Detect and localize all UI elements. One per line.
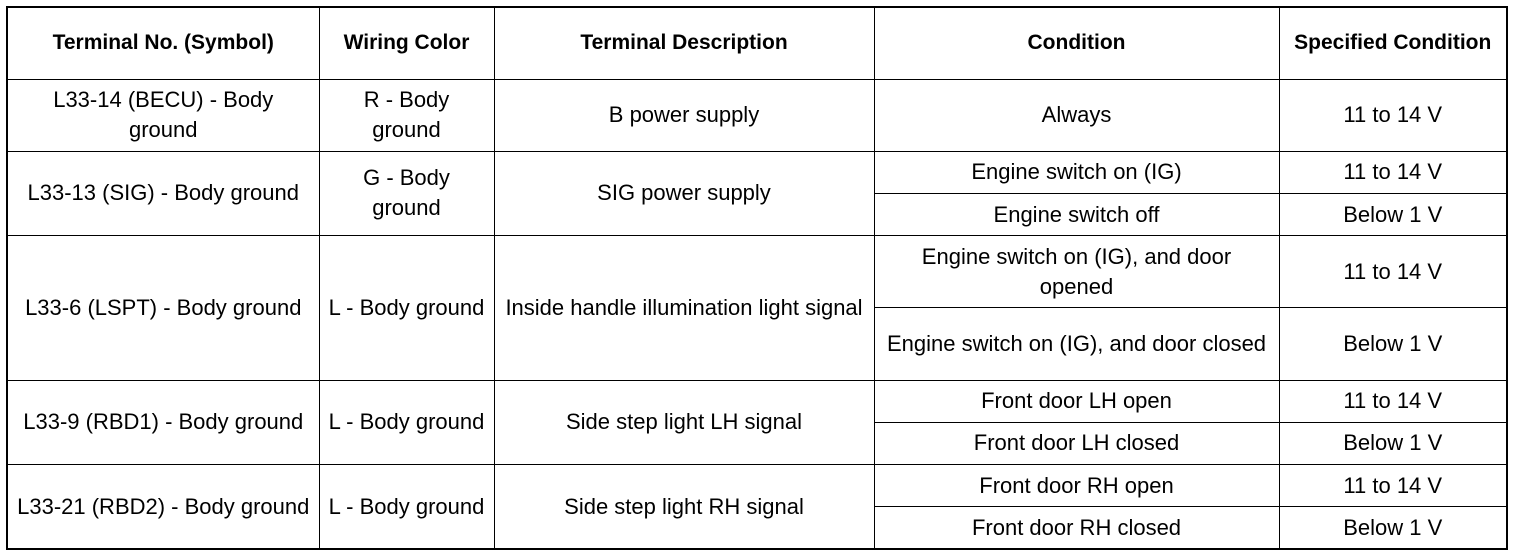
condition-cell: Front door RH closed (874, 507, 1279, 549)
wiring-color-cell: L - Body ground (319, 380, 494, 464)
condition-cell: Engine switch off (874, 193, 1279, 235)
table-row (7, 380, 1507, 422)
specified-condition-cell: 11 to 14 V (1279, 151, 1507, 193)
condition-cell: Engine switch on (IG) (874, 151, 1279, 193)
terminal-cell: L33-14 (BECU) - Body ground (7, 79, 319, 151)
header-terminal: Terminal No. (Symbol) (7, 7, 319, 79)
wiring-color-cell: R - Body ground (319, 79, 494, 151)
specified-condition-cell: 11 to 14 V (1279, 380, 1507, 422)
table-header-row (7, 7, 1507, 79)
specified-condition-cell: Below 1 V (1279, 308, 1507, 380)
table-row (7, 79, 1507, 151)
condition-cell: Front door RH open (874, 465, 1279, 507)
description-cell: B power supply (494, 79, 874, 151)
header-specified-condition: Specified Condition (1279, 7, 1507, 79)
specified-condition-cell: Below 1 V (1279, 422, 1507, 464)
specified-condition-cell: 11 to 14 V (1279, 465, 1507, 507)
wiring-color-cell: L - Body ground (319, 465, 494, 549)
specified-condition-cell: Below 1 V (1279, 193, 1507, 235)
description-cell: Side step light RH signal (494, 465, 874, 549)
description-cell: Inside handle illumination light signal (494, 236, 874, 381)
condition-cell: Front door LH closed (874, 422, 1279, 464)
description-cell: Side step light LH signal (494, 380, 874, 464)
specified-condition-cell: 11 to 14 V (1279, 236, 1507, 308)
header-terminal-description: Terminal Description (494, 7, 874, 79)
wiring-color-cell: L - Body ground (319, 236, 494, 381)
condition-cell: Engine switch on (IG), and door closed (874, 308, 1279, 380)
condition-cell: Front door LH open (874, 380, 1279, 422)
condition-cell: Always (874, 79, 1279, 151)
terminal-cell: L33-21 (RBD2) - Body ground (7, 465, 319, 549)
terminal-cell: L33-9 (RBD1) - Body ground (7, 380, 319, 464)
terminal-cell: L33-6 (LSPT) - Body ground (7, 236, 319, 381)
terminal-cell: L33-13 (SIG) - Body ground (7, 151, 319, 235)
header-wiring-color: Wiring Color (319, 7, 494, 79)
terminal-table (6, 6, 1508, 550)
table-row (7, 151, 1507, 193)
table-row (7, 465, 1507, 507)
specified-condition-cell: Below 1 V (1279, 507, 1507, 549)
description-cell: SIG power supply (494, 151, 874, 235)
header-condition: Condition (874, 7, 1279, 79)
specified-condition-cell: 11 to 14 V (1279, 79, 1507, 151)
condition-cell: Engine switch on (IG), and door opened (874, 236, 1279, 308)
wiring-color-cell: G - Body ground (319, 151, 494, 235)
table-row (7, 236, 1507, 308)
